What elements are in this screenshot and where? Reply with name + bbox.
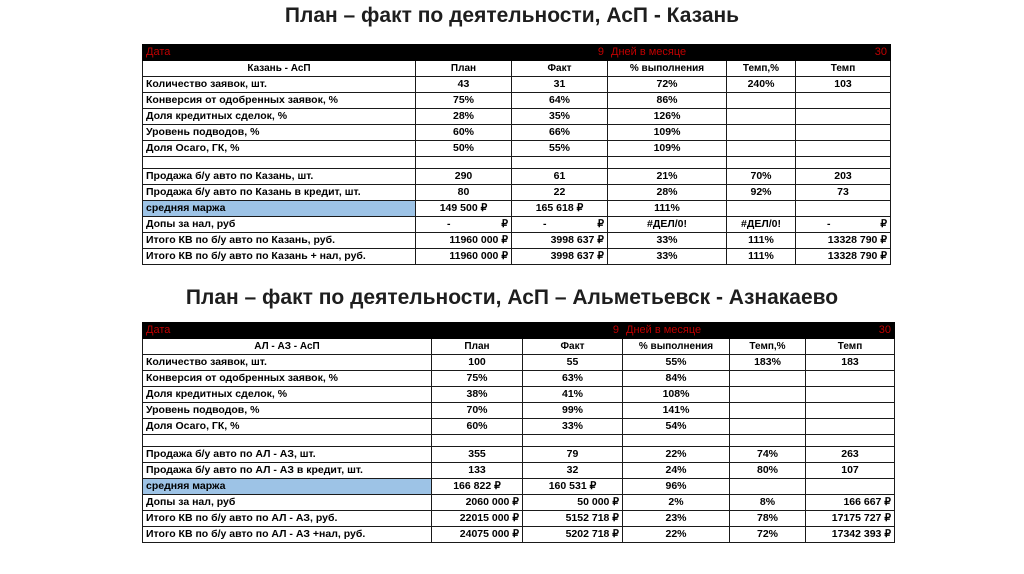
col-temp-pct: Темп,% — [727, 61, 796, 77]
cell-plan: 355 — [432, 447, 523, 463]
cell-fact: 3998 637 ₽ — [512, 249, 608, 265]
col-percent: % выполнения — [608, 61, 727, 77]
row-label: Уровень подводов, % — [143, 125, 416, 141]
table-row — [143, 77, 891, 93]
cell-percent: 84% — [623, 371, 730, 387]
cell-plan: 166 822 ₽ — [432, 479, 523, 495]
cell-temp — [796, 217, 891, 233]
cell-temp: 73 — [796, 185, 891, 201]
cell-temp — [806, 419, 895, 435]
cell-fact-dash: - — [543, 218, 547, 230]
cell-temp — [796, 93, 891, 109]
col-percent: % выполнения — [623, 339, 730, 355]
cell-percent: 21% — [608, 169, 727, 185]
table-row — [143, 109, 891, 125]
cell-fact: 5152 718 ₽ — [523, 511, 623, 527]
cell-plan-dash: - — [447, 218, 451, 230]
row-label: Продажа б/у авто по АЛ - АЗ, шт. — [143, 447, 432, 463]
cell-percent: 55% — [623, 355, 730, 371]
cell-temp-pct — [727, 93, 796, 109]
cell-fact: 22 — [512, 185, 608, 201]
cell-fact: 3998 637 ₽ — [512, 233, 608, 249]
cell-temp-currency: ₽ — [880, 218, 887, 230]
cell-percent: 111% — [608, 201, 727, 217]
cell-plan: 149 500 ₽ — [416, 201, 512, 217]
cell-percent: 2% — [623, 495, 730, 511]
cell-plan: 2060 000 ₽ — [432, 495, 523, 511]
col-fact: Факт — [512, 61, 608, 77]
kazan-column-headers — [143, 61, 891, 77]
table-row — [143, 495, 895, 511]
cell-plan: 75% — [432, 371, 523, 387]
cell-temp-pct: 72% — [730, 527, 806, 543]
cell-temp-pct: 78% — [730, 511, 806, 527]
cell-percent: 108% — [623, 387, 730, 403]
cell-plan: 22015 000 ₽ — [432, 511, 523, 527]
cell-fact: 31 — [512, 77, 608, 93]
cell-percent: 141% — [623, 403, 730, 419]
table-row — [143, 463, 895, 479]
days-label: Дней в месяце — [623, 323, 806, 339]
cell-percent: 28% — [608, 185, 727, 201]
days-value: 30 — [796, 45, 891, 61]
cell-plan: 24075 000 ₽ — [432, 527, 523, 543]
cell-temp-pct — [730, 387, 806, 403]
cell-temp: 203 — [796, 169, 891, 185]
table-row — [143, 125, 891, 141]
cell-temp: 263 — [806, 447, 895, 463]
cell-percent: 24% — [623, 463, 730, 479]
cell-plan: 60% — [432, 419, 523, 435]
row-label: Доля Осаго, ГК, % — [143, 141, 416, 157]
cell-plan: 75% — [416, 93, 512, 109]
date-value: 9 — [416, 45, 608, 61]
cell-percent: 54% — [623, 419, 730, 435]
cell-temp-pct — [730, 419, 806, 435]
cell-temp-pct: 183% — [730, 355, 806, 371]
cell-fact: 33% — [523, 419, 623, 435]
table-row — [143, 355, 895, 371]
col-temp: Темп — [806, 339, 895, 355]
row-label: Конверсия от одобренных заявок, % — [143, 93, 416, 109]
cell-plan-currency: ₽ — [501, 218, 508, 230]
cell-temp-pct — [727, 201, 796, 217]
cell-percent: 96% — [623, 479, 730, 495]
cell-temp — [796, 201, 891, 217]
cell-plan: 80 — [416, 185, 512, 201]
row-label: Итого КВ по б/у авто по Казань + нал, руб. — [143, 249, 416, 265]
cell-percent: 33% — [608, 233, 727, 249]
cell-temp: 17342 393 ₽ — [806, 527, 895, 543]
almet-column-headers — [143, 339, 895, 355]
row-label: Количество заявок, шт. — [143, 355, 432, 371]
cell-plan: 100 — [432, 355, 523, 371]
spacer-row — [143, 157, 891, 169]
cell-plan: 43 — [416, 77, 512, 93]
page-title-kazan: План – факт по деятельности, АсП - Казань — [284, 4, 740, 27]
cell-fact: 99% — [523, 403, 623, 419]
kazan-table — [142, 44, 891, 265]
col-name: АЛ - АЗ - АсП — [143, 339, 432, 355]
row-label: средняя маржа — [143, 479, 432, 495]
row-label: Доля Осаго, ГК, % — [143, 419, 432, 435]
cell-plan — [416, 217, 512, 233]
table-row — [143, 511, 895, 527]
cell-temp — [806, 479, 895, 495]
row-label: Конверсия от одобренных заявок, % — [143, 371, 432, 387]
cell-percent: 22% — [623, 447, 730, 463]
cell-temp: 107 — [806, 463, 895, 479]
spacer-row — [143, 435, 895, 447]
date-label: Дата — [143, 45, 416, 61]
date-label: Дата — [143, 323, 432, 339]
col-temp-pct: Темп,% — [730, 339, 806, 355]
cell-fact: 55% — [512, 141, 608, 157]
cell-temp-pct: 70% — [727, 169, 796, 185]
cell-temp-pct: 111% — [727, 249, 796, 265]
cell-temp-pct: 92% — [727, 185, 796, 201]
row-label: Доля кредитных сделок, % — [143, 109, 416, 125]
cell-temp: 183 — [806, 355, 895, 371]
row-label: Доля кредитных сделок, % — [143, 387, 432, 403]
row-label: Итого КВ по б/у авто по АЛ - АЗ, руб. — [143, 511, 432, 527]
cell-percent: 22% — [623, 527, 730, 543]
row-label: Продажа б/у авто по Казань в кредит, шт. — [143, 185, 416, 201]
cell-fact: 63% — [523, 371, 623, 387]
cell-fact: 64% — [512, 93, 608, 109]
cell-temp-dash: - — [827, 218, 831, 230]
row-label: Допы за нал, руб — [143, 217, 416, 233]
cell-temp-pct — [727, 109, 796, 125]
cell-plan: 133 — [432, 463, 523, 479]
cell-temp-pct — [730, 371, 806, 387]
almet-header-row — [143, 323, 895, 339]
table-row — [143, 527, 895, 543]
row-label: Продажа б/у авто по АЛ - АЗ в кредит, шт. — [143, 463, 432, 479]
cell-percent: 72% — [608, 77, 727, 93]
cell-fact: 165 618 ₽ — [512, 201, 608, 217]
cell-fact: 50 000 ₽ — [523, 495, 623, 511]
cell-temp-pct — [727, 141, 796, 157]
table-row — [143, 249, 891, 265]
table-row — [143, 233, 891, 249]
days-label: Дней в месяце — [608, 45, 796, 61]
table-row — [143, 217, 891, 233]
cell-percent: 126% — [608, 109, 727, 125]
cell-plan: 70% — [432, 403, 523, 419]
cell-temp-pct: 240% — [727, 77, 796, 93]
row-label: Допы за нал, руб — [143, 495, 432, 511]
cell-plan: 11960 000 ₽ — [416, 233, 512, 249]
cell-fact — [512, 217, 608, 233]
row-label: Уровень подводов, % — [143, 403, 432, 419]
table-row — [143, 93, 891, 109]
cell-fact-currency: ₽ — [597, 218, 604, 230]
cell-fact: 160 531 ₽ — [523, 479, 623, 495]
cell-plan: 28% — [416, 109, 512, 125]
row-label: Итого КВ по б/у авто по АЛ - АЗ +нал, руб. — [143, 527, 432, 543]
cell-temp-pct — [730, 479, 806, 495]
cell-fact: 41% — [523, 387, 623, 403]
cell-plan: 50% — [416, 141, 512, 157]
cell-plan: 11960 000 ₽ — [416, 249, 512, 265]
cell-percent: 23% — [623, 511, 730, 527]
cell-temp-pct: #ДЕЛ/0! — [727, 217, 796, 233]
cell-percent: 86% — [608, 93, 727, 109]
page-title-almet: План – факт по деятельности, АсП – Альметьевск - Азнакаево — [185, 286, 839, 309]
cell-temp-pct — [730, 403, 806, 419]
col-name: Казань - АсП — [143, 61, 416, 77]
cell-temp: 17175 727 ₽ — [806, 511, 895, 527]
almet-table — [142, 322, 895, 543]
cell-temp-pct — [727, 125, 796, 141]
table-row — [143, 185, 891, 201]
cell-temp: 13328 790 ₽ — [796, 233, 891, 249]
cell-temp — [806, 387, 895, 403]
cell-percent: 109% — [608, 125, 727, 141]
table-row — [143, 403, 895, 419]
kazan-header-row — [143, 45, 891, 61]
row-label: Количество заявок, шт. — [143, 77, 416, 93]
cell-temp: 166 667 ₽ — [806, 495, 895, 511]
cell-fact: 5202 718 ₽ — [523, 527, 623, 543]
cell-percent: 33% — [608, 249, 727, 265]
cell-plan: 60% — [416, 125, 512, 141]
date-value: 9 — [432, 323, 623, 339]
cell-temp: 103 — [796, 77, 891, 93]
cell-fact: 35% — [512, 109, 608, 125]
cell-temp: 13328 790 ₽ — [796, 249, 891, 265]
table-row — [143, 201, 891, 217]
table-row — [143, 169, 891, 185]
col-plan: План — [432, 339, 523, 355]
table-row — [143, 141, 891, 157]
table-row — [143, 479, 895, 495]
cell-temp — [796, 125, 891, 141]
cell-temp-pct: 111% — [727, 233, 796, 249]
cell-plan: 38% — [432, 387, 523, 403]
cell-fact: 55 — [523, 355, 623, 371]
cell-temp — [806, 371, 895, 387]
cell-fact: 61 — [512, 169, 608, 185]
cell-fact: 79 — [523, 447, 623, 463]
col-plan: План — [416, 61, 512, 77]
cell-plan: 290 — [416, 169, 512, 185]
days-value: 30 — [806, 323, 895, 339]
cell-percent: 109% — [608, 141, 727, 157]
cell-temp — [796, 109, 891, 125]
cell-temp — [796, 141, 891, 157]
table-row — [143, 371, 895, 387]
cell-temp — [806, 403, 895, 419]
cell-fact: 66% — [512, 125, 608, 141]
cell-temp-pct: 80% — [730, 463, 806, 479]
row-label: средняя маржа — [143, 201, 416, 217]
cell-temp-pct: 8% — [730, 495, 806, 511]
cell-temp-pct: 74% — [730, 447, 806, 463]
cell-percent: #ДЕЛ/0! — [608, 217, 727, 233]
table-row — [143, 419, 895, 435]
cell-fact: 32 — [523, 463, 623, 479]
row-label: Итого КВ по б/у авто по Казань, руб. — [143, 233, 416, 249]
col-fact: Факт — [523, 339, 623, 355]
col-temp: Темп — [796, 61, 891, 77]
row-label: Продажа б/у авто по Казань, шт. — [143, 169, 416, 185]
table-row — [143, 387, 895, 403]
table-row — [143, 447, 895, 463]
